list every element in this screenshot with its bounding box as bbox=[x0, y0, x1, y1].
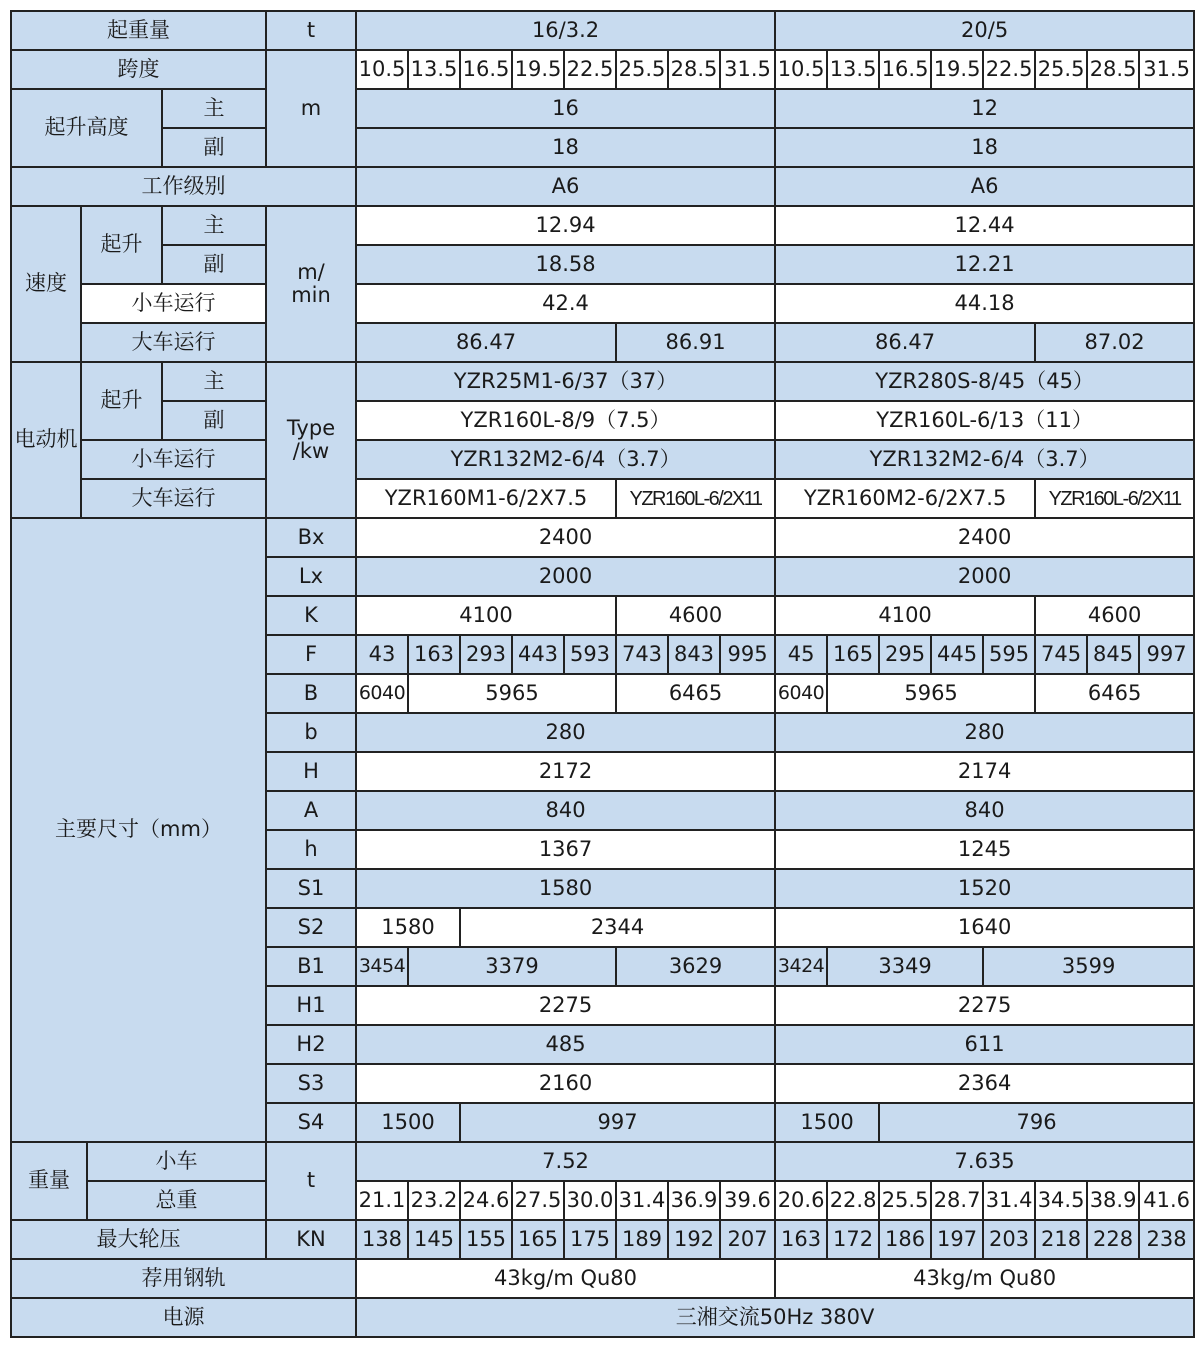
dim-value: 745 bbox=[1035, 635, 1087, 674]
dim-value: 1500 bbox=[356, 1103, 460, 1142]
dims-label: 主要尺寸（mm） bbox=[11, 518, 266, 1142]
dim-value: 4100 bbox=[775, 596, 1035, 635]
dim-value: 1500 bbox=[775, 1103, 879, 1142]
dim-value: 2172 bbox=[356, 752, 775, 791]
span-cell: 28.5 bbox=[668, 50, 720, 89]
motor-lift-aux-a: YZR160L-8/9（7.5） bbox=[356, 401, 775, 440]
dim-value: 165 bbox=[827, 635, 879, 674]
dim-label: S2 bbox=[266, 908, 356, 947]
weight-total-cell: 25.5 bbox=[879, 1181, 931, 1220]
weight-total-cell: 22.8 bbox=[827, 1181, 879, 1220]
dim-value: 4600 bbox=[1035, 596, 1194, 635]
lift-height-main-b: 12 bbox=[775, 89, 1194, 128]
dim-value: 2000 bbox=[775, 557, 1194, 596]
row-speed-lift-aux bbox=[11, 245, 1194, 284]
motor-aux-label: 副 bbox=[162, 401, 266, 440]
motor-trolley-label: 小车运行 bbox=[81, 440, 266, 479]
weight-total-cell: 36.9 bbox=[668, 1181, 720, 1220]
row-motor-lift-aux bbox=[11, 401, 1194, 440]
weight-total-cell: 39.6 bbox=[720, 1181, 775, 1220]
model-a-heading: 16/3.2 bbox=[356, 11, 775, 50]
dim-label: B bbox=[266, 674, 356, 713]
weight-trolley-b: 7.635 bbox=[775, 1142, 1194, 1181]
rail-a: 43kg/m Qu80 bbox=[356, 1259, 775, 1298]
dim-value: 796 bbox=[879, 1103, 1194, 1142]
wheel-load-cell: 145 bbox=[408, 1220, 460, 1259]
motor-label: 电动机 bbox=[11, 362, 81, 518]
span-cell: 22.5 bbox=[983, 50, 1035, 89]
weight-unit: t bbox=[266, 1142, 356, 1220]
lift-height-aux-a: 18 bbox=[356, 128, 775, 167]
weight-total-cell: 27.5 bbox=[512, 1181, 564, 1220]
lift-height-aux-b: 18 bbox=[775, 128, 1194, 167]
weight-total-cell: 31.4 bbox=[616, 1181, 668, 1220]
speed-unit-line2: min bbox=[291, 283, 331, 307]
wheel-load-cell: 238 bbox=[1139, 1220, 1194, 1259]
motor-lift-label: 起升 bbox=[81, 362, 162, 440]
wheel-load-cell: 189 bbox=[616, 1220, 668, 1259]
weight-trolley-a: 7.52 bbox=[356, 1142, 775, 1181]
dim-value: 2174 bbox=[775, 752, 1194, 791]
speed-lift-aux-a: 18.58 bbox=[356, 245, 775, 284]
dim-value: 3629 bbox=[616, 947, 775, 986]
dim-value: 5965 bbox=[827, 674, 1035, 713]
work-class-b: A6 bbox=[775, 167, 1194, 206]
wheel-load-cell: 172 bbox=[827, 1220, 879, 1259]
dim-label: S1 bbox=[266, 869, 356, 908]
speed-crane-b2: 87.02 bbox=[1035, 323, 1194, 362]
speed-lift-aux-b: 12.21 bbox=[775, 245, 1194, 284]
motor-crane-b1: YZR160M2-6/2X7.5 bbox=[775, 479, 1035, 518]
row-work-class bbox=[11, 167, 1194, 206]
weight-trolley-label: 小车 bbox=[87, 1142, 266, 1181]
wheel-load-cell: 165 bbox=[512, 1220, 564, 1259]
weight-total-cell: 24.6 bbox=[460, 1181, 512, 1220]
dim-value: 45 bbox=[775, 635, 827, 674]
wheel-load-cell: 138 bbox=[356, 1220, 408, 1259]
dim-value: 3349 bbox=[827, 947, 983, 986]
spec-table bbox=[10, 10, 1195, 1338]
row-weight-trolley bbox=[11, 1142, 1194, 1181]
motor-lift-main-a: YZR25M1-6/37（37） bbox=[356, 362, 775, 401]
weight-total-cell: 23.2 bbox=[408, 1181, 460, 1220]
span-cell: 19.5 bbox=[931, 50, 983, 89]
work-class-label: 工作级别 bbox=[11, 167, 356, 206]
dim-value: 295 bbox=[879, 635, 931, 674]
motor-main-label: 主 bbox=[162, 362, 266, 401]
dim-value: 2275 bbox=[775, 986, 1194, 1025]
row-wheel-load bbox=[11, 1220, 1194, 1259]
dim-value: 2364 bbox=[775, 1064, 1194, 1103]
motor-trolley-b: YZR132M2-6/4（3.7） bbox=[775, 440, 1194, 479]
row-power bbox=[11, 1298, 1194, 1337]
dim-value: 595 bbox=[983, 635, 1035, 674]
speed-lift-main-b: 12.44 bbox=[775, 206, 1194, 245]
speed-trolley-b: 44.18 bbox=[775, 284, 1194, 323]
dim-value: 1640 bbox=[775, 908, 1194, 947]
dim-value: 3424 bbox=[775, 947, 827, 986]
capacity-unit: t bbox=[266, 11, 356, 50]
work-class-a: A6 bbox=[356, 167, 775, 206]
row-capacity bbox=[11, 11, 1194, 50]
row-span bbox=[11, 50, 1194, 89]
row-lift-height-aux bbox=[11, 128, 1194, 167]
power-label: 电源 bbox=[11, 1298, 356, 1337]
speed-lift-label: 起升 bbox=[81, 206, 162, 284]
motor-crane-label: 大车运行 bbox=[81, 479, 266, 518]
power-value: 三湘交流50Hz 380V bbox=[356, 1298, 1194, 1337]
weight-total-cell: 34.5 bbox=[1035, 1181, 1087, 1220]
wheel-load-unit: KN bbox=[266, 1220, 356, 1259]
dim-value: 997 bbox=[460, 1103, 775, 1142]
wheel-load-cell: 175 bbox=[564, 1220, 616, 1259]
wheel-load-cell: 203 bbox=[983, 1220, 1035, 1259]
dim-value: 2400 bbox=[775, 518, 1194, 557]
wheel-load-cell: 186 bbox=[879, 1220, 931, 1259]
dim-value: 2000 bbox=[356, 557, 775, 596]
speed-trolley-label: 小车运行 bbox=[81, 284, 266, 323]
row-speed-crane bbox=[11, 323, 1194, 362]
capacity-label: 起重量 bbox=[11, 11, 266, 50]
row-speed-trolley bbox=[11, 284, 1194, 323]
speed-trolley-a: 42.4 bbox=[356, 284, 775, 323]
row-dim-Bx bbox=[11, 518, 1194, 557]
row-lift-height-main bbox=[11, 89, 1194, 128]
speed-label: 速度 bbox=[11, 206, 81, 362]
wheel-load-cell: 228 bbox=[1087, 1220, 1139, 1259]
span-cell: 22.5 bbox=[564, 50, 616, 89]
speed-unit bbox=[266, 206, 356, 362]
dim-value: 1520 bbox=[775, 869, 1194, 908]
dim-label: S4 bbox=[266, 1103, 356, 1142]
weight-total-cell: 30.0 bbox=[564, 1181, 616, 1220]
dim-value: 293 bbox=[460, 635, 512, 674]
dim-value: 2275 bbox=[356, 986, 775, 1025]
dim-value: 4100 bbox=[356, 596, 616, 635]
span-cell: 10.5 bbox=[775, 50, 827, 89]
span-cell: 31.5 bbox=[720, 50, 775, 89]
span-cell: 19.5 bbox=[512, 50, 564, 89]
dim-value: 2344 bbox=[460, 908, 775, 947]
span-cell: 13.5 bbox=[408, 50, 460, 89]
motor-lift-main-b: YZR280S-8/45（45） bbox=[775, 362, 1194, 401]
span-label: 跨度 bbox=[11, 50, 266, 89]
dim-value: 997 bbox=[1139, 635, 1194, 674]
dim-value: 6040 bbox=[356, 674, 408, 713]
wheel-load-label: 最大轮压 bbox=[11, 1220, 266, 1259]
speed-crane-a1: 86.47 bbox=[356, 323, 616, 362]
wheel-load-cell: 197 bbox=[931, 1220, 983, 1259]
dim-value: 2160 bbox=[356, 1064, 775, 1103]
lift-height-aux-label: 副 bbox=[162, 128, 266, 167]
span-cell: 28.5 bbox=[1087, 50, 1139, 89]
dim-value: 280 bbox=[775, 713, 1194, 752]
dim-value: 5965 bbox=[408, 674, 616, 713]
dim-value: 2400 bbox=[356, 518, 775, 557]
row-rail bbox=[11, 1259, 1194, 1298]
weight-total-cell: 21.1 bbox=[356, 1181, 408, 1220]
dim-value: 445 bbox=[931, 635, 983, 674]
dim-label: B1 bbox=[266, 947, 356, 986]
wheel-load-cell: 192 bbox=[668, 1220, 720, 1259]
model-b-heading: 20/5 bbox=[775, 11, 1194, 50]
speed-lift-main-a: 12.94 bbox=[356, 206, 775, 245]
span-cell: 25.5 bbox=[616, 50, 668, 89]
dim-label: F bbox=[266, 635, 356, 674]
dim-label: H bbox=[266, 752, 356, 791]
weight-total-cell: 31.4 bbox=[983, 1181, 1035, 1220]
row-motor-trolley bbox=[11, 440, 1194, 479]
weight-total-cell: 38.9 bbox=[1087, 1181, 1139, 1220]
span-cell: 13.5 bbox=[827, 50, 879, 89]
lift-height-main-a: 16 bbox=[356, 89, 775, 128]
weight-total-label: 总重 bbox=[87, 1181, 266, 1220]
span-cell: 16.5 bbox=[879, 50, 931, 89]
row-weight-total bbox=[11, 1181, 1194, 1220]
lift-height-main-label: 主 bbox=[162, 89, 266, 128]
weight-total-cell: 20.6 bbox=[775, 1181, 827, 1220]
dim-value: 840 bbox=[356, 791, 775, 830]
wheel-load-cell: 155 bbox=[460, 1220, 512, 1259]
span-cell: 16.5 bbox=[460, 50, 512, 89]
dim-value: 843 bbox=[668, 635, 720, 674]
dim-value: 1580 bbox=[356, 908, 460, 947]
span-cell: 31.5 bbox=[1139, 50, 1194, 89]
weight-label: 重量 bbox=[11, 1142, 87, 1220]
lift-height-label: 起升高度 bbox=[11, 89, 162, 167]
speed-main-label: 主 bbox=[162, 206, 266, 245]
dim-value: 840 bbox=[775, 791, 1194, 830]
dim-label: A bbox=[266, 791, 356, 830]
dim-value: 280 bbox=[356, 713, 775, 752]
speed-unit-line1: m/ bbox=[297, 259, 325, 284]
wheel-load-cell: 218 bbox=[1035, 1220, 1087, 1259]
dim-label: Bx bbox=[266, 518, 356, 557]
dim-value: 163 bbox=[408, 635, 460, 674]
weight-total-cell: 41.6 bbox=[1139, 1181, 1194, 1220]
rail-label: 荐用钢轨 bbox=[11, 1259, 356, 1298]
motor-trolley-a: YZR132M2-6/4（3.7） bbox=[356, 440, 775, 479]
dim-value: 845 bbox=[1087, 635, 1139, 674]
dim-value: 1367 bbox=[356, 830, 775, 869]
weight-total-cell: 28.7 bbox=[931, 1181, 983, 1220]
dim-value: 995 bbox=[720, 635, 775, 674]
dim-value: 443 bbox=[512, 635, 564, 674]
dim-value: 4600 bbox=[616, 596, 775, 635]
wheel-load-cell: 207 bbox=[720, 1220, 775, 1259]
motor-lift-aux-b: YZR160L-6/13（11） bbox=[775, 401, 1194, 440]
dim-value: 743 bbox=[616, 635, 668, 674]
dim-value: 6040 bbox=[775, 674, 827, 713]
motor-crane-a2: YZR160L-6/2X11 bbox=[616, 479, 775, 518]
dim-value: 6465 bbox=[616, 674, 775, 713]
dim-value: 43 bbox=[356, 635, 408, 674]
speed-crane-label: 大车运行 bbox=[81, 323, 266, 362]
rail-b: 43kg/m Qu80 bbox=[775, 1259, 1194, 1298]
crane-spec-sheet bbox=[10, 10, 1190, 1350]
speed-crane-b1: 86.47 bbox=[775, 323, 1035, 362]
motor-unit-line1: Type bbox=[286, 415, 336, 440]
dim-value: 6465 bbox=[1035, 674, 1194, 713]
dim-label: K bbox=[266, 596, 356, 635]
dim-label: Lx bbox=[266, 557, 356, 596]
dim-label: h bbox=[266, 830, 356, 869]
dim-value: 3599 bbox=[983, 947, 1194, 986]
speed-crane-a2: 86.91 bbox=[616, 323, 775, 362]
speed-aux-label: 副 bbox=[162, 245, 266, 284]
row-speed-lift-main bbox=[11, 206, 1194, 245]
motor-crane-b2: YZR160L-6/2X11 bbox=[1035, 479, 1194, 518]
dim-value: 3454 bbox=[356, 947, 408, 986]
dim-value: 593 bbox=[564, 635, 616, 674]
dim-label: b bbox=[266, 713, 356, 752]
dim-label: H2 bbox=[266, 1025, 356, 1064]
motor-unit-line2: /kw bbox=[292, 439, 330, 463]
dim-value: 485 bbox=[356, 1025, 775, 1064]
dim-value: 1245 bbox=[775, 830, 1194, 869]
dim-label: S3 bbox=[266, 1064, 356, 1103]
span-cell: 25.5 bbox=[1035, 50, 1087, 89]
row-motor-lift-main bbox=[11, 362, 1194, 401]
row-motor-crane bbox=[11, 479, 1194, 518]
motor-unit bbox=[266, 362, 356, 518]
dim-value: 1580 bbox=[356, 869, 775, 908]
dim-label: H1 bbox=[266, 986, 356, 1025]
motor-crane-a1: YZR160M1-6/2X7.5 bbox=[356, 479, 616, 518]
wheel-load-cell: 163 bbox=[775, 1220, 827, 1259]
length-unit: m bbox=[266, 50, 356, 167]
dim-value: 611 bbox=[775, 1025, 1194, 1064]
dim-value: 3379 bbox=[408, 947, 616, 986]
span-cell: 10.5 bbox=[356, 50, 408, 89]
